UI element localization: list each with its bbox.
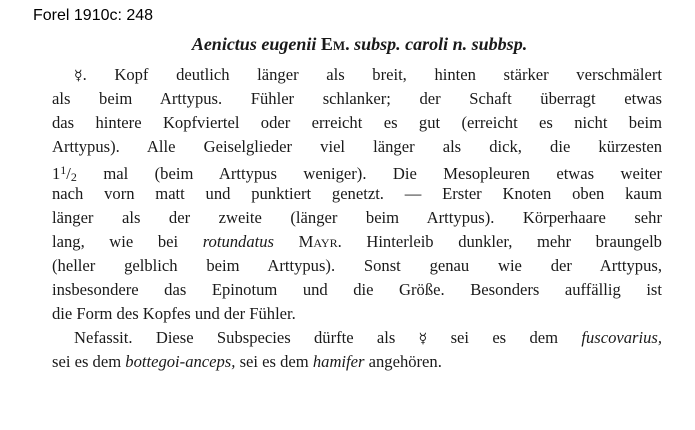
text-line: länger als der zweite (länger beim Arttypus). Körperhaare sehr [52, 208, 662, 228]
citation-label: Forel 1910c: 248 [33, 7, 154, 24]
text-line: $1^1/2$ mal (beim Arttypus weniger). Die Mesopleuren etwas weiter [52, 162, 662, 184]
species-reference: bottegoi-anceps, [125, 351, 236, 371]
text-line: insbesondere das Epinotum und die Größe. Besonders auffällig ist [52, 280, 662, 300]
species-author: Em. [320, 34, 350, 54]
text-line: die Form des Kopfes und der Fühler. [52, 303, 296, 323]
text-line: Arttypus). Alle Geiselglieder viel länger als dick, die kürzesten [52, 136, 662, 156]
taxon-heading [0, 32, 695, 56]
worker-symbol-icon: ☿ [418, 330, 428, 347]
text-line: lang, wie bei rotundatus Mayr. Hinterleib dunkler, mehr braungelb [52, 232, 662, 252]
text-line: als beim Arttypus. Fühler schlanker; der Schaft überragt etwas [52, 88, 662, 108]
species-name: eugenii [261, 34, 317, 54]
species-reference: hamifer [312, 351, 365, 371]
genus-name: Aenictus [191, 34, 257, 54]
description-text [52, 63, 662, 374]
species-reference: rotundatus [202, 232, 275, 252]
subspecies-name: caroli [405, 34, 449, 54]
text-line: Nefassit. Diese Subspecies dürfte als ☿ sei es dem fuscovarius, [74, 327, 663, 347]
rank-abbreviation: subsp. [354, 34, 401, 54]
worker-symbol-icon: ☿ [74, 68, 83, 84]
text-line: ☿. Kopf deutlich länger als breit, hinten stärker verschmälert [74, 65, 662, 84]
text-line: nach vorn matt und punktiert genetzt. — Erster Knoten oben kaum [52, 184, 662, 204]
text-line: (heller gelblich beim Arttypus). Sonst genau wie der Arttypus, [52, 256, 662, 276]
text-line: das hintere Kopfviertel oder erreicht es gut (erreicht es nicht beim [52, 112, 662, 132]
text-line: sei es dem bottegoi-anceps, sei es dem hamifer angehören. [52, 351, 442, 371]
status-note: n. subbsp. [452, 34, 528, 54]
species-reference: fuscovarius, [581, 327, 663, 347]
